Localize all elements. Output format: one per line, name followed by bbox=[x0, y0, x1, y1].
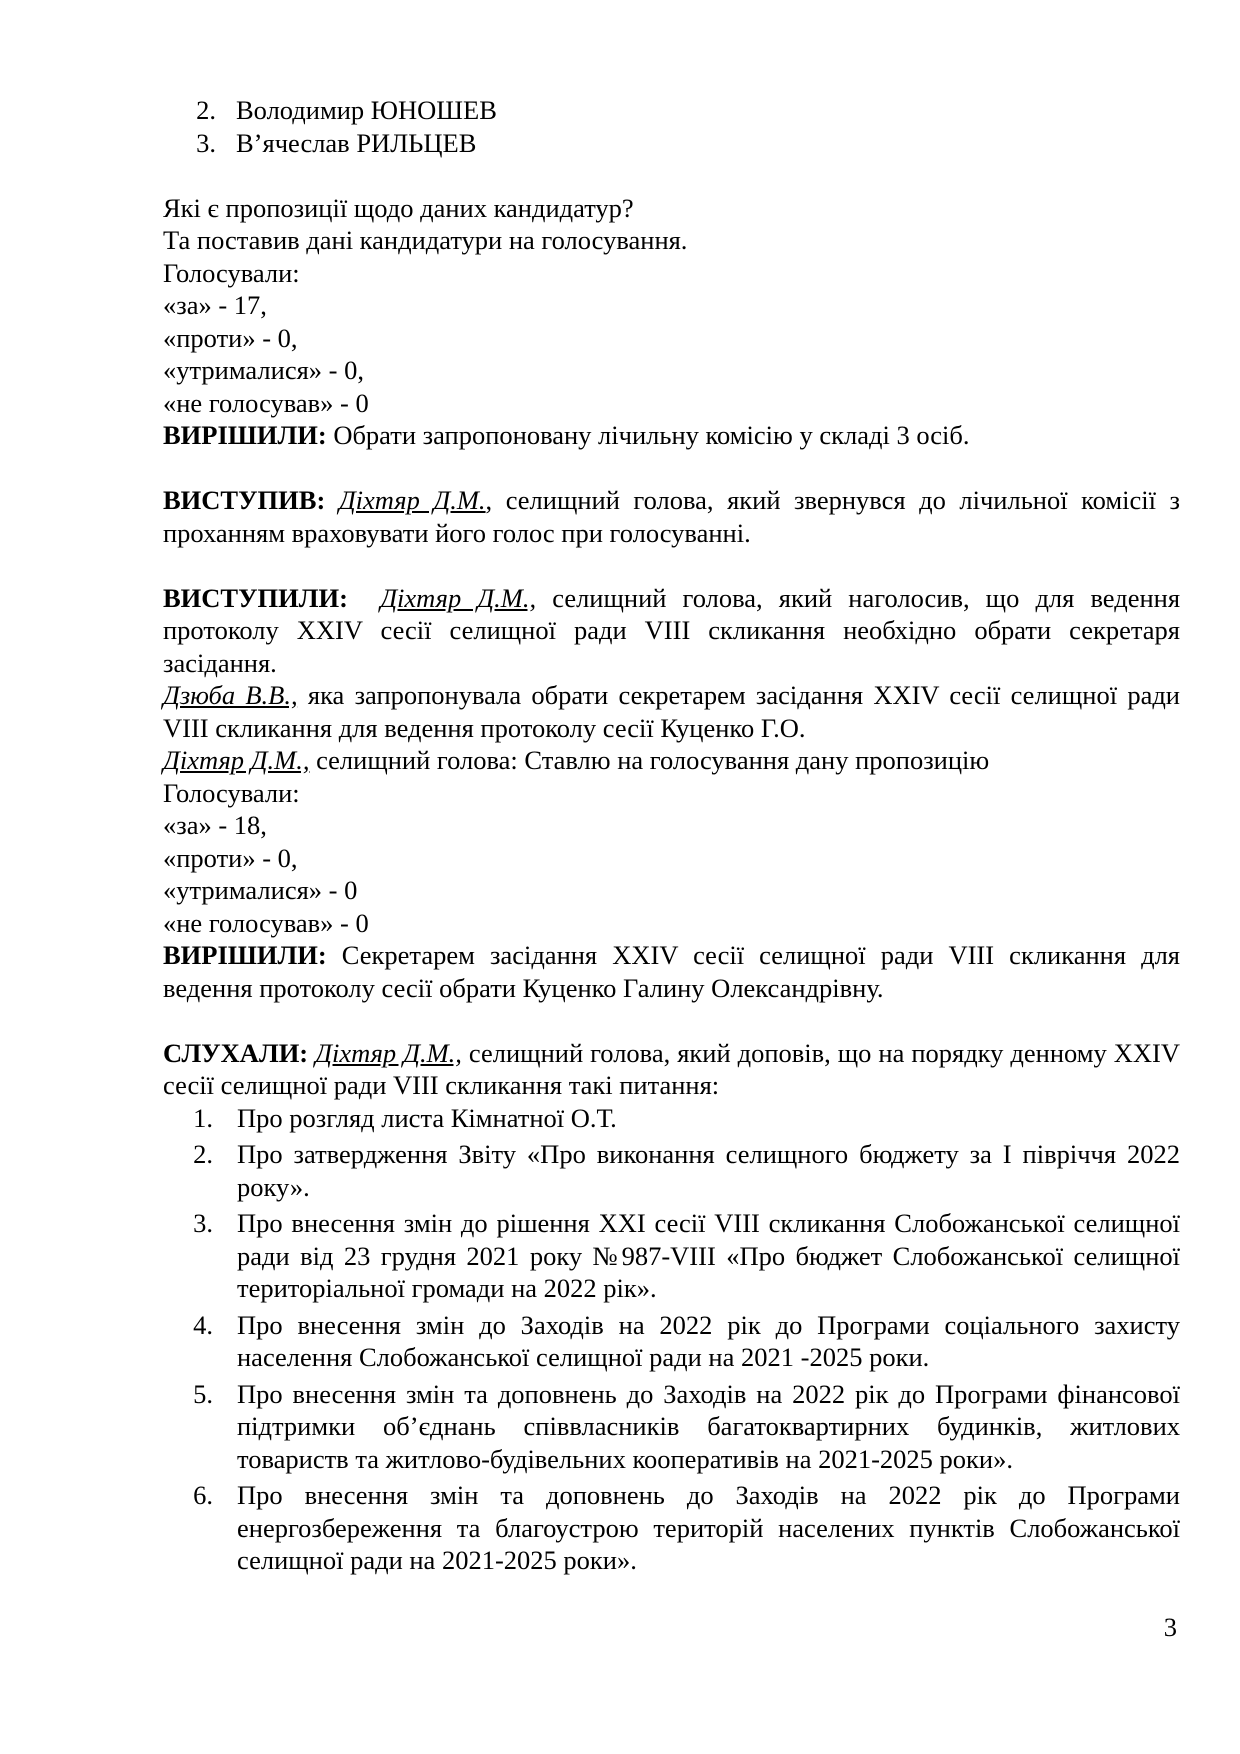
proposal-paragraph bbox=[163, 679, 1180, 744]
speaker-name: Діхтяр Д.М., bbox=[315, 1037, 462, 1068]
list-item bbox=[163, 1102, 1180, 1135]
paragraph-gap bbox=[163, 159, 1180, 192]
list-number: 3. bbox=[193, 1208, 213, 1238]
paragraph-gap bbox=[163, 549, 1180, 582]
heard-label: СЛУХАЛИ: bbox=[163, 1037, 309, 1068]
vote-block-1 bbox=[163, 192, 1180, 452]
list-item bbox=[163, 1378, 1180, 1476]
agenda-list bbox=[163, 1102, 1180, 1577]
document-page bbox=[163, 94, 1180, 1581]
list-item bbox=[163, 94, 1180, 127]
voted-label: Голосували: bbox=[163, 777, 300, 808]
list-number: 5. bbox=[193, 1378, 213, 1409]
voted-label: Голосували: bbox=[163, 257, 300, 288]
list-number: 2. bbox=[193, 1139, 213, 1169]
speech-text: селищний голова, який наголосив, що для ведення протоколу XXIV сесії селищної ради VIII скликання необхідно обрати секретаря засідання. bbox=[163, 582, 1181, 678]
vote-abstained: «утрималися» - 0 bbox=[163, 875, 358, 905]
speech-paragraph bbox=[163, 582, 1180, 680]
vote-abstained: «утрималися» - 0, bbox=[163, 355, 364, 385]
speech-paragraph bbox=[163, 484, 1180, 549]
put-to-vote-line: Та поставив дані кандидатури на голосування. bbox=[163, 225, 688, 255]
page-number: 3 bbox=[1163, 1612, 1177, 1642]
decision-paragraph bbox=[163, 419, 1180, 452]
list-number: 6. bbox=[193, 1480, 213, 1510]
paragraph-gap bbox=[163, 1004, 1180, 1037]
decision-text: Секретарем засідання XXIV сесії селищної ради VIII скликання для ведення протоколу сесії обрати Куценко Галину Олександрівну. bbox=[163, 940, 1180, 1003]
speaker-name: Діхтяр Д.М. bbox=[338, 485, 486, 515]
list-number: 3. bbox=[196, 127, 216, 158]
list-number: 2. bbox=[196, 95, 216, 125]
list-item bbox=[163, 1207, 1180, 1305]
vote-against: «проти» - 0, bbox=[163, 842, 298, 873]
speech-label: ВИСТУПИВ: bbox=[163, 485, 326, 515]
agenda-item-text: Про внесення змін до рішення XXI сесії VIII скликання Слобожанської селищної ради від 23 грудня 2021 року №987-VIII «Про бюджет Слобожанської селищної територіальної громади на 2022 рік». bbox=[237, 1208, 1180, 1303]
question-line: Які є пропозиції щодо даних кандидатур? bbox=[163, 192, 634, 223]
decision-label: ВИРІШИЛИ: bbox=[163, 420, 327, 450]
vote-not-voted: «не голосував» - 0 bbox=[163, 907, 369, 938]
list-number: 1. bbox=[193, 1102, 213, 1133]
vote-not-voted: «не голосував» - 0 bbox=[163, 387, 369, 418]
agenda-item-text: Про внесення змін та доповнень до Заходів на 2022 рік до Програми енергозбереження та благоустрою територій населених пунктів Слобожанської селищної ради на 2021-2025 роки». bbox=[237, 1480, 1180, 1575]
speech-text: , селищний голова, який звернувся до лічильної комісії з проханням враховувати його голос при голосуванні. bbox=[163, 485, 1181, 548]
candidate-name: В’ячеслав РИЛЬЦЕВ bbox=[236, 127, 477, 158]
vote-for: «за» - 17, bbox=[163, 290, 267, 320]
paragraph-gap bbox=[163, 452, 1180, 485]
agenda-item-text: Про розгляд листа Кімнатної О.Т. bbox=[237, 1102, 617, 1133]
vote-block-2 bbox=[163, 777, 1180, 1005]
proposal-text: яка запропонувала обрати секретарем засідання XXIV сесії селищної ради VIII скликання для ведення протоколу сесії Куценко Г.О. bbox=[163, 680, 1180, 743]
decision-paragraph bbox=[163, 939, 1180, 1004]
speaker-name: Діхтяр Д.М., bbox=[380, 582, 537, 613]
agenda-item-text: Про внесення змін та доповнень до Заходів на 2022 рік до Програми фінансової підтримки об’єднань співвласників багатоквартирних будинків, житлових товариств та житлово-будівельних кооперативів на 2021-2025 роки». bbox=[237, 1378, 1180, 1474]
put-to-vote-text: селищний голова: Ставлю на голосування дану пропозицію bbox=[309, 745, 990, 775]
speaker-name: Дзюба В.В., bbox=[163, 680, 298, 710]
list-item bbox=[163, 127, 1180, 160]
speech-block-2 bbox=[163, 582, 1180, 777]
speech-label: ВИСТУПИЛИ: bbox=[163, 582, 348, 613]
heard-paragraph bbox=[163, 1037, 1180, 1102]
list-number: 4. bbox=[193, 1309, 213, 1340]
list-item bbox=[163, 1479, 1180, 1577]
agenda-item-text: Про внесення змін до Заходів на 2022 рік до Програми соціального захисту населення Слобожанської селищної ради на 2021 -2025 роки. bbox=[237, 1309, 1180, 1372]
candidate-name: Володимир ЮНОШЕВ bbox=[236, 95, 497, 125]
agenda-item-text: Про затвердження Звіту «Про виконання селищного бюджету за І півріччя 2022 року». bbox=[237, 1139, 1180, 1202]
put-to-vote-paragraph bbox=[163, 744, 1180, 777]
heard-text: селищний голова, який доповів, що на порядку денному XXIV сесії селищної ради VIII скликання такі питання: bbox=[163, 1037, 1180, 1100]
speaker-name: Діхтяр Д.М., bbox=[163, 745, 310, 775]
decision-label: ВИРІШИЛИ: bbox=[163, 940, 327, 970]
candidates-list bbox=[163, 94, 1180, 159]
vote-for: «за» - 18, bbox=[163, 810, 267, 840]
list-item bbox=[163, 1138, 1180, 1203]
list-item bbox=[163, 1309, 1180, 1374]
decision-text: Обрати запропоновану лічильну комісію у складі 3 осіб. bbox=[326, 420, 970, 450]
vote-against: «проти» - 0, bbox=[163, 322, 298, 353]
